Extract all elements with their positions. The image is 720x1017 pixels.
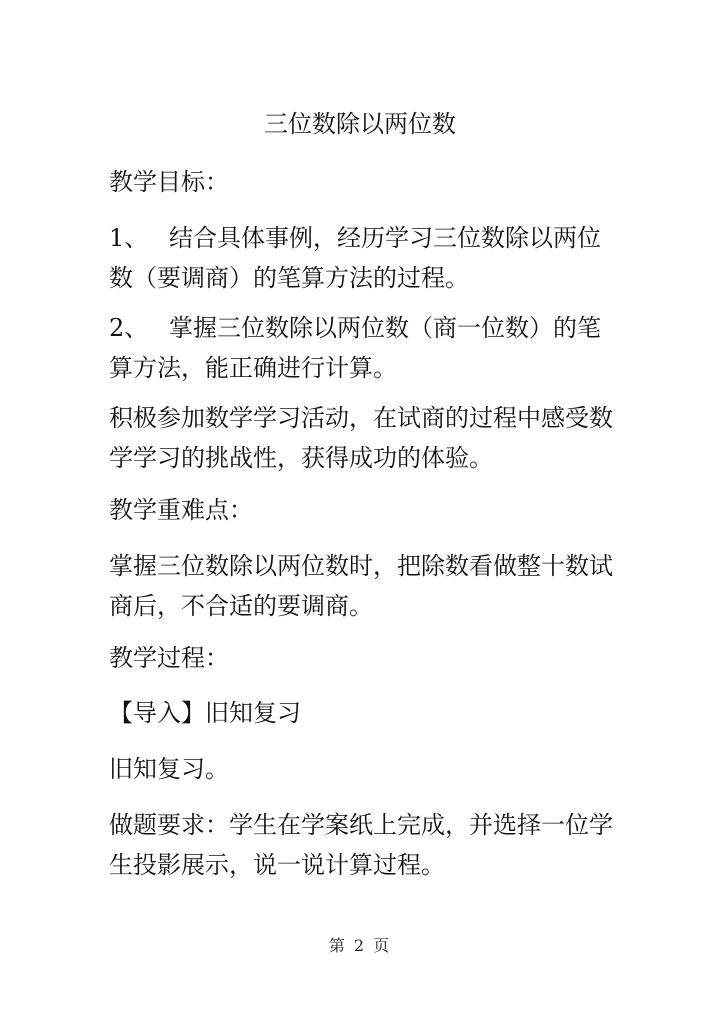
objective-1-number: 1、 (109, 224, 149, 252)
objective-2-line-1 (109, 308, 619, 348)
heading-key-points: 教学重难点： (109, 496, 253, 524)
objective-3-line-1: 积极参加数学学习活动，在试商的过程中感受数 (109, 404, 613, 432)
heading-process: 教学过程： (109, 644, 229, 672)
objective-3 (109, 398, 619, 478)
objective-2-line-2: 算方法，能正确进行计算。 (109, 354, 397, 382)
objective-3-line-2: 学学习的挑战性，获得成功的体验。 (109, 444, 493, 472)
page-number: 第 2 页 (328, 936, 392, 955)
objective-1-text-1: 结合具体事例，经历学习三位数除以两位 (169, 224, 601, 252)
objective-2-number: 2、 (109, 314, 149, 342)
document-title: 三位数除以两位数 (264, 110, 456, 138)
key-points-line-1: 掌握三位数除以两位数时，把除数看做整十数试 (109, 552, 613, 580)
task-line-1: 做题要求：学生在学案纸上完成，并选择一位学 (109, 811, 613, 839)
task-description (109, 805, 619, 885)
task-line-2: 生投影展示，说一说计算过程。 (109, 851, 445, 879)
review-text: 旧知复习。 (109, 755, 229, 783)
objective-1 (109, 218, 619, 298)
objective-2 (109, 308, 619, 388)
objective-2-text-1: 掌握三位数除以两位数（商一位数）的笔 (169, 314, 601, 342)
objective-1-line-1 (109, 218, 619, 258)
key-points-line-2: 商后，不合适的要调商。 (109, 592, 373, 620)
heading-objectives: 教学目标： (109, 168, 229, 196)
key-points (109, 546, 619, 626)
objective-1-line-2: 数（要调商）的笔算方法的过程。 (109, 264, 469, 292)
intro-section: 【导入】旧知复习 (109, 699, 301, 727)
